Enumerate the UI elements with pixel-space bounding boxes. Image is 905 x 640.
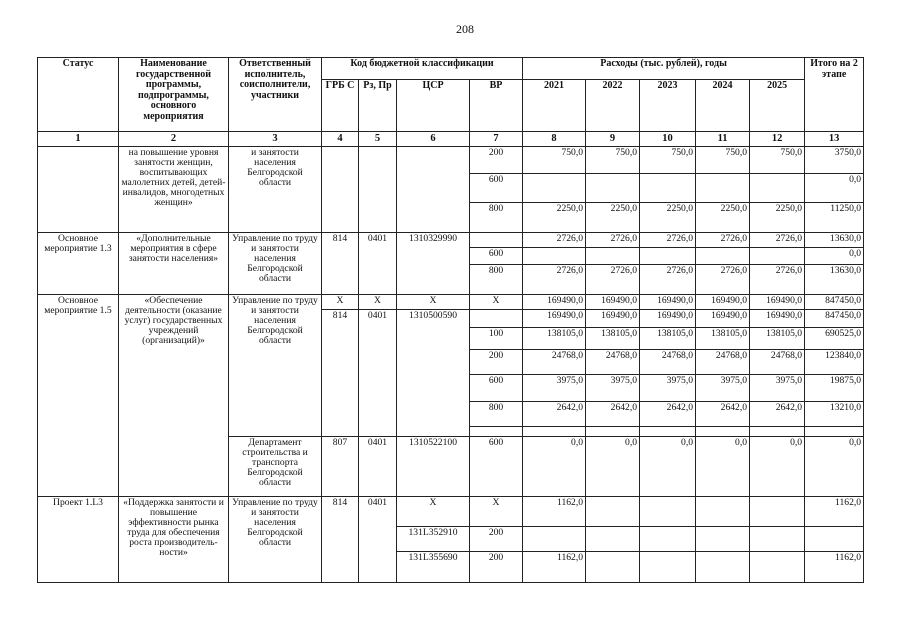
year-header: 2025	[750, 80, 805, 132]
year-value-cell: 169490,0	[696, 309, 750, 327]
year-value-cell: 2726,0	[523, 264, 586, 294]
csr-cell: 1310329990	[397, 232, 470, 294]
year-value-cell: 2642,0	[750, 401, 805, 426]
executor-cell: Управление по труду и занятости населения Белгородской области	[229, 496, 322, 582]
status-header: Статус	[38, 58, 119, 132]
year-value-cell: 2250,0	[586, 202, 640, 232]
grbs-cell: Х	[322, 294, 359, 309]
empty-cell	[805, 426, 864, 436]
year-value-cell	[586, 173, 640, 202]
column-number: 2	[119, 132, 229, 147]
column-number: 7	[470, 132, 523, 147]
year-value-cell	[750, 247, 805, 264]
rzpr-header: Рз, Пр	[359, 80, 397, 132]
csr-cell: 131L355690	[397, 551, 470, 582]
year-value-cell	[696, 173, 750, 202]
vr-cell: Х	[470, 496, 523, 526]
column-number: 12	[750, 132, 805, 147]
year-value-cell: 24768,0	[640, 349, 696, 374]
empty-cell	[640, 426, 696, 436]
column-number: 5	[359, 132, 397, 147]
total-cell: 19875,0	[805, 374, 864, 401]
year-value-cell: 169490,0	[523, 309, 586, 327]
csr-cell: Х	[397, 496, 470, 526]
vr-cell: 200	[470, 349, 523, 374]
year-value-cell	[586, 551, 640, 582]
year-value-cell	[586, 526, 640, 551]
year-value-cell: 2250,0	[640, 202, 696, 232]
total-cell: 847450,0	[805, 294, 864, 309]
year-value-cell: 2642,0	[523, 401, 586, 426]
column-number: 10	[640, 132, 696, 147]
column-number: 6	[397, 132, 470, 147]
grbs-cell: 814	[322, 309, 359, 436]
year-value-cell	[696, 551, 750, 582]
year-value-cell	[696, 496, 750, 526]
year-value-cell: 1162,0	[523, 551, 586, 582]
year-value-cell: 0,0	[750, 436, 805, 496]
year-value-cell: 138105,0	[696, 327, 750, 349]
year-value-cell: 169490,0	[640, 294, 696, 309]
year-value-cell	[640, 551, 696, 582]
year-value-cell: 3975,0	[523, 374, 586, 401]
year-value-cell: 0,0	[586, 436, 640, 496]
expenses-header: Расходы (тыс. рублей), годы	[523, 58, 805, 80]
year-header: 2024	[696, 80, 750, 132]
total-header: Итого на 2 этапе	[805, 58, 864, 132]
executor-cell: и занятости населения Белгородской области	[229, 146, 322, 232]
year-value-cell: 750,0	[696, 146, 750, 173]
year-value-cell: 138105,0	[750, 327, 805, 349]
year-value-cell	[523, 526, 586, 551]
vr-header: ВР	[470, 80, 523, 132]
year-value-cell: 138105,0	[523, 327, 586, 349]
year-value-cell: 169490,0	[640, 309, 696, 327]
grbs-cell: 814	[322, 496, 359, 582]
total-cell: 123840,0	[805, 349, 864, 374]
column-number: 11	[696, 132, 750, 147]
year-value-cell: 24768,0	[523, 349, 586, 374]
vr-cell: 200	[470, 551, 523, 582]
year-value-cell: 24768,0	[750, 349, 805, 374]
csr-header: ЦСР	[397, 80, 470, 132]
executor-cell: Департамент строительства и транспорта Белгородской области	[229, 436, 322, 496]
year-value-cell	[586, 247, 640, 264]
year-value-cell: 2726,0	[750, 264, 805, 294]
table-row	[38, 232, 864, 247]
total-cell	[805, 526, 864, 551]
total-cell: 847450,0	[805, 309, 864, 327]
year-value-cell: 138105,0	[640, 327, 696, 349]
budget-code-header: Код бюджетной классификации	[322, 58, 523, 80]
year-value-cell: 169490,0	[750, 309, 805, 327]
year-value-cell: 750,0	[640, 146, 696, 173]
year-value-cell: 2726,0	[696, 264, 750, 294]
year-value-cell	[696, 247, 750, 264]
year-header: 2023	[640, 80, 696, 132]
grbs-cell: 814	[322, 232, 359, 294]
year-value-cell: 2726,0	[586, 264, 640, 294]
vr-cell: 600	[470, 436, 523, 496]
vr-cell: 600	[470, 173, 523, 202]
year-value-cell: 750,0	[586, 146, 640, 173]
year-value-cell: 169490,0	[523, 294, 586, 309]
year-value-cell	[696, 526, 750, 551]
grbs-cell: 807	[322, 436, 359, 496]
column-number: 3	[229, 132, 322, 147]
year-value-cell: 2250,0	[750, 202, 805, 232]
total-cell: 690525,0	[805, 327, 864, 349]
rzpr-cell	[359, 146, 397, 232]
vr-cell: 600	[470, 374, 523, 401]
year-value-cell	[640, 173, 696, 202]
year-value-cell	[640, 247, 696, 264]
column-number: 13	[805, 132, 864, 147]
total-cell: 1162,0	[805, 551, 864, 582]
year-value-cell: 2726,0	[586, 232, 640, 247]
status-cell	[38, 146, 119, 232]
year-value-cell	[586, 496, 640, 526]
column-number: 4	[322, 132, 359, 147]
name-cell: на повышение уровня занятости женщин, воспитывающих малолетних детей, детей-инвалидов, многодетных женщин»	[119, 146, 229, 232]
year-value-cell: 0,0	[523, 436, 586, 496]
empty-cell	[750, 426, 805, 436]
page-number: 208	[456, 22, 474, 36]
year-value-cell: 24768,0	[586, 349, 640, 374]
rzpr-cell: Х	[359, 294, 397, 309]
year-header: 2022	[586, 80, 640, 132]
year-value-cell: 750,0	[750, 146, 805, 173]
year-value-cell	[640, 526, 696, 551]
year-value-cell: 3975,0	[640, 374, 696, 401]
rzpr-cell: 0401	[359, 436, 397, 496]
year-value-cell: 2642,0	[696, 401, 750, 426]
csr-cell: Х	[397, 294, 470, 309]
year-value-cell: 3975,0	[750, 374, 805, 401]
total-cell: 0,0	[805, 247, 864, 264]
total-cell: 0,0	[805, 173, 864, 202]
year-value-cell	[750, 551, 805, 582]
csr-cell: 131L352910	[397, 526, 470, 551]
year-value-cell: 169490,0	[586, 309, 640, 327]
total-cell: 3750,0	[805, 146, 864, 173]
year-value-cell: 169490,0	[586, 294, 640, 309]
status-cell: Основное мероприятие 1.5	[38, 294, 119, 496]
year-value-cell	[750, 526, 805, 551]
year-value-cell: 0,0	[696, 436, 750, 496]
name-cell: «Поддержка занятости и повышение эффективности рынка труда для обеспечения роста производитель-ности»	[119, 496, 229, 582]
grbs-header: ГРБ С	[322, 80, 359, 132]
empty-cell	[586, 426, 640, 436]
year-header: 2021	[523, 80, 586, 132]
status-cell: Основное мероприятие 1.3	[38, 232, 119, 294]
column-number: 1	[38, 132, 119, 147]
year-value-cell: 2726,0	[640, 232, 696, 247]
year-value-cell: 169490,0	[750, 294, 805, 309]
year-value-cell: 138105,0	[586, 327, 640, 349]
executor-header: Ответственный исполнитель, соисполнители, участники	[229, 58, 322, 132]
vr-cell: 100	[470, 327, 523, 349]
year-value-cell: 2642,0	[640, 401, 696, 426]
table-row	[38, 58, 864, 80]
status-cell: Проект 1.L3	[38, 496, 119, 582]
year-value-cell: 0,0	[640, 436, 696, 496]
year-value-cell	[523, 173, 586, 202]
year-value-cell: 2250,0	[523, 202, 586, 232]
table-row	[38, 146, 864, 173]
year-value-cell: 2726,0	[696, 232, 750, 247]
name-cell: «Обеспечение деятельности (оказание услуг) государственных учреждений (организаций)»	[119, 294, 229, 496]
table-row	[38, 496, 864, 526]
year-value-cell: 24768,0	[696, 349, 750, 374]
year-value-cell: 2642,0	[586, 401, 640, 426]
year-value-cell	[750, 173, 805, 202]
name-cell: «Дополнительные мероприятия в сфере занятости населения»	[119, 232, 229, 294]
year-value-cell: 3975,0	[696, 374, 750, 401]
year-value-cell: 1162,0	[523, 496, 586, 526]
table-row	[38, 294, 864, 309]
rzpr-cell: 0401	[359, 309, 397, 436]
year-value-cell	[523, 247, 586, 264]
csr-cell	[397, 146, 470, 232]
vr-cell	[470, 232, 523, 247]
vr-cell	[470, 309, 523, 327]
csr-cell: 1310500590	[397, 309, 470, 436]
vr-cell: 800	[470, 202, 523, 232]
empty-cell	[470, 426, 523, 436]
year-value-cell	[640, 496, 696, 526]
vr-cell: 800	[470, 401, 523, 426]
empty-cell	[696, 426, 750, 436]
vr-cell: 200	[470, 146, 523, 173]
vr-cell: 800	[470, 264, 523, 294]
rzpr-cell: 0401	[359, 232, 397, 294]
total-cell: 11250,0	[805, 202, 864, 232]
empty-cell	[523, 426, 586, 436]
year-value-cell: 3975,0	[586, 374, 640, 401]
year-value-cell: 2250,0	[696, 202, 750, 232]
total-cell: 1162,0	[805, 496, 864, 526]
total-cell: 13630,0	[805, 232, 864, 247]
vr-cell: 200	[470, 526, 523, 551]
year-value-cell: 169490,0	[696, 294, 750, 309]
year-value-cell	[750, 496, 805, 526]
year-value-cell: 2726,0	[523, 232, 586, 247]
column-number: 9	[586, 132, 640, 147]
executor-cell: Управление по труду и занятости населения Белгородской области	[229, 294, 322, 436]
vr-cell: 600	[470, 247, 523, 264]
year-value-cell: 2726,0	[640, 264, 696, 294]
csr-cell: 1310522100	[397, 436, 470, 496]
name-header: Наименование государственной программы, подпрограммы, основного мероприятия	[119, 58, 229, 132]
total-cell: 0,0	[805, 436, 864, 496]
table-row	[38, 132, 864, 147]
vr-cell: Х	[470, 294, 523, 309]
total-cell: 13630,0	[805, 264, 864, 294]
column-number: 8	[523, 132, 586, 147]
total-cell: 13210,0	[805, 401, 864, 426]
executor-cell: Управление по труду и занятости населения Белгородской области	[229, 232, 322, 294]
budget-table	[37, 57, 864, 583]
year-value-cell: 2726,0	[750, 232, 805, 247]
rzpr-cell: 0401	[359, 496, 397, 582]
grbs-cell	[322, 146, 359, 232]
year-value-cell: 750,0	[523, 146, 586, 173]
